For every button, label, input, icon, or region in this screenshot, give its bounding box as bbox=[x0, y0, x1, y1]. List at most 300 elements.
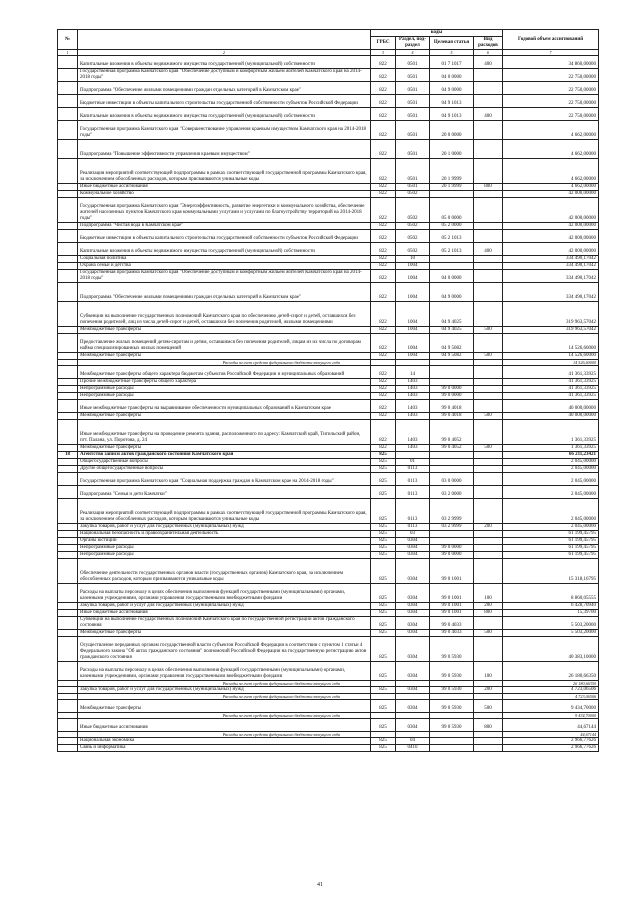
razdel-cell: 1004 bbox=[396, 283, 430, 302]
expense-type-cell bbox=[474, 466, 503, 473]
row-number-cell bbox=[58, 366, 78, 379]
grbs-cell: 822 bbox=[371, 334, 396, 353]
row-number-cell bbox=[58, 386, 78, 393]
grbs-cell: 822 bbox=[371, 256, 396, 263]
row-number-cell bbox=[58, 420, 78, 445]
row-name-cell: Расходы на выплаты персоналу в целях обеспечения выполнения функций государственными (муниципальными) органами, казенными учреждениями, органами управления государственными внебюджетными фондами bbox=[78, 584, 371, 603]
table-row bbox=[58, 531, 599, 538]
razdel-cell: 0502 bbox=[396, 230, 430, 243]
table-row bbox=[58, 379, 599, 386]
col-number: 4 bbox=[396, 50, 430, 56]
amount-cell: 4 662,00000 bbox=[503, 140, 599, 159]
expense-type-cell bbox=[474, 738, 503, 745]
target-article-cell: 99 0 5930 bbox=[430, 662, 474, 681]
expense-type-cell: 100 bbox=[474, 662, 503, 681]
amount-cell: 5 503,20000 bbox=[503, 630, 599, 637]
table-row bbox=[58, 630, 599, 637]
header-name bbox=[78, 30, 371, 50]
grbs-cell: 825 bbox=[371, 617, 396, 630]
row-name-cell: Реализация мероприятий соответствующей подпрограммы в рамках соответствующей государственной программы Камчатского края, за исключением обособленных расходов, которым присваиваются уникальные коды bbox=[78, 499, 371, 524]
target-article-cell: 99 0 0000 bbox=[430, 545, 474, 552]
razdel-cell: 03 bbox=[396, 531, 430, 538]
row-number-cell bbox=[58, 637, 78, 662]
expense-type-cell bbox=[474, 552, 503, 559]
expense-type-cell bbox=[474, 559, 503, 584]
target-article-cell: 03 2 9999 bbox=[430, 524, 474, 531]
row-name-cell: Межбюджетные трансферты bbox=[78, 353, 371, 360]
table-row bbox=[58, 662, 599, 681]
row-name-cell: Расходы за счет средств федерального бюджета текущего года bbox=[78, 681, 371, 687]
grbs-cell: 825 bbox=[371, 559, 396, 584]
row-name-cell: Прочие межбюджетные трансферты общего характера bbox=[78, 379, 371, 386]
grbs-cell: 825 bbox=[371, 603, 396, 610]
grbs-cell: 825 bbox=[371, 538, 396, 545]
table-row bbox=[58, 270, 599, 283]
amount-cell: 34 860,00000 bbox=[503, 56, 599, 69]
expense-type-cell: 400 bbox=[474, 108, 503, 121]
expense-type-cell bbox=[474, 386, 503, 393]
grbs-cell: 822 bbox=[371, 263, 396, 270]
target-article-cell: 99 0 4033 bbox=[430, 617, 474, 630]
table-row bbox=[58, 327, 599, 334]
target-article-cell: 99 0 4052 bbox=[430, 445, 474, 452]
budget-document bbox=[57, 29, 598, 752]
target-article-cell: 99 0 5930 bbox=[430, 637, 474, 662]
razdel-cell: 1403 bbox=[396, 413, 430, 420]
table-row bbox=[58, 393, 599, 400]
table-row bbox=[58, 191, 599, 198]
table-row bbox=[58, 184, 599, 191]
target-article-cell: 05 2 0000 bbox=[430, 223, 474, 230]
row-name-cell: Расходы за счет средств федерального бюджета текущего года bbox=[78, 732, 371, 738]
table-row bbox=[58, 283, 599, 302]
row-name-cell: Межбюджетные трансферты bbox=[78, 445, 371, 452]
grbs-cell: 822 bbox=[371, 159, 396, 184]
grbs-cell: 822 bbox=[371, 108, 396, 121]
amount-cell: 334 490,17042 bbox=[503, 263, 599, 270]
table-row bbox=[58, 584, 599, 603]
table-row bbox=[58, 745, 599, 752]
expense-type-cell: 500 bbox=[474, 630, 503, 637]
table-row bbox=[58, 420, 599, 445]
amount-cell: 319 963,57042 bbox=[503, 302, 599, 327]
row-number-cell bbox=[58, 400, 78, 413]
row-name-cell: Органы юстиции bbox=[78, 538, 371, 545]
grbs-cell: 822 bbox=[371, 379, 396, 386]
amount-cell: 14 526,60000 bbox=[503, 353, 599, 360]
expense-type-cell bbox=[474, 230, 503, 243]
grbs-cell: 822 bbox=[371, 400, 396, 413]
grbs-cell: 822 bbox=[371, 184, 396, 191]
table-row bbox=[58, 334, 599, 353]
grbs-cell: 822 bbox=[371, 140, 396, 159]
razdel-cell: 1004 bbox=[396, 334, 430, 353]
target-article-cell bbox=[430, 745, 474, 752]
target-article-cell: 99 0 0000 bbox=[430, 386, 474, 393]
amount-cell: 1 361,33925 bbox=[503, 420, 599, 445]
amount-cell: 14 526,60000 bbox=[503, 334, 599, 353]
grbs-cell: 822 bbox=[371, 283, 396, 302]
table-row bbox=[58, 486, 599, 499]
header-codes: коды bbox=[371, 30, 503, 37]
table-row bbox=[58, 223, 599, 230]
grbs-cell: 825 bbox=[371, 637, 396, 662]
razdel-cell: 1004 bbox=[396, 353, 430, 360]
amount-cell: 2 045,00000 bbox=[503, 524, 599, 531]
row-name-cell: Межбюджетные трансферты общего характера бюджетам субъектов Российской Федерации и муниципальных образований bbox=[78, 366, 371, 379]
razdel-cell: 1403 bbox=[396, 445, 430, 452]
row-name-cell: Непрограммные расходы bbox=[78, 552, 371, 559]
grbs-cell: 825 bbox=[371, 452, 396, 459]
grbs-cell: 822 bbox=[371, 366, 396, 379]
grbs-cell: 822 bbox=[371, 420, 396, 445]
target-article-cell: 99 0 1001 bbox=[430, 584, 474, 603]
target-article-cell: 20 0 0000 bbox=[430, 121, 474, 140]
row-name-cell: Непрограммные расходы bbox=[78, 386, 371, 393]
amount-cell: 41 361,33925 bbox=[503, 393, 599, 400]
table-row bbox=[58, 687, 599, 694]
grbs-cell: 825 bbox=[371, 584, 396, 603]
row-number-cell bbox=[58, 140, 78, 159]
row-name-cell: Иные бюджетные ассигнования bbox=[78, 610, 371, 617]
row-number-cell bbox=[58, 499, 78, 524]
table-row bbox=[58, 413, 599, 420]
amount-cell: 41 361,33925 bbox=[503, 386, 599, 393]
table-row bbox=[58, 56, 599, 69]
target-article-cell: 99 0 4018 bbox=[430, 413, 474, 420]
amount-cell: 61 199,45795 bbox=[503, 538, 599, 545]
grbs-cell: 825 bbox=[371, 719, 396, 732]
row-number-cell bbox=[58, 191, 78, 198]
expense-type-cell bbox=[474, 302, 503, 327]
row-number-cell bbox=[58, 283, 78, 302]
header-razdel: Раздел, под-раздел bbox=[396, 37, 430, 50]
table-body bbox=[58, 56, 599, 752]
row-number-cell bbox=[58, 302, 78, 327]
grbs-cell: 825 bbox=[371, 486, 396, 499]
row-number-cell bbox=[58, 95, 78, 108]
grbs-cell: 822 bbox=[371, 270, 396, 283]
row-number-cell bbox=[58, 662, 78, 681]
header-amount: Годовой объем ассигнований bbox=[503, 30, 599, 50]
row-number-cell bbox=[58, 459, 78, 466]
razdel-cell: 0304 bbox=[396, 617, 430, 630]
amount-cell: 9 434,70000 bbox=[503, 700, 599, 713]
table-row bbox=[58, 302, 599, 327]
table-row bbox=[58, 719, 599, 732]
grbs-cell: 825 bbox=[371, 552, 396, 559]
amount-cell: 2 966,77626 bbox=[503, 738, 599, 745]
razdel-cell: 0501 bbox=[396, 95, 430, 108]
target-article-cell bbox=[430, 538, 474, 545]
razdel-cell: 0304 bbox=[396, 559, 430, 584]
expense-type-cell bbox=[474, 452, 503, 459]
row-number-cell bbox=[58, 198, 78, 223]
amount-cell: 2 045,00000 bbox=[503, 459, 599, 466]
row-number-cell bbox=[58, 603, 78, 610]
row-name-cell: Капитальные вложения в объекты недвижимого имущества государственной (муниципальной) собственности bbox=[78, 56, 371, 69]
amount-cell: 61 199,45795 bbox=[503, 531, 599, 538]
expense-type-cell bbox=[474, 366, 503, 379]
header-num: № bbox=[58, 30, 78, 50]
col-number: 6 bbox=[474, 50, 503, 56]
table-row bbox=[58, 559, 599, 584]
expense-type-cell bbox=[474, 121, 503, 140]
razdel-cell: 1403 bbox=[396, 386, 430, 393]
amount-cell: 2 045,00000 bbox=[503, 486, 599, 499]
razdel-cell: 0410 bbox=[396, 745, 430, 752]
target-article-cell: 04 9 4025 bbox=[430, 302, 474, 327]
table-row bbox=[58, 230, 599, 243]
grbs-cell: 825 bbox=[371, 545, 396, 552]
expense-type-cell bbox=[474, 459, 503, 466]
row-number-cell bbox=[58, 256, 78, 263]
row-name-cell: Иные межбюджетные трансферты на проведение ремонта здания, расположенного по адресу: Камчатский край, Тигильский район, пгт. Палана, ул. Поротова, д. 24 bbox=[78, 420, 371, 445]
table-row bbox=[58, 366, 599, 379]
table-row bbox=[58, 243, 599, 256]
target-article-cell: 01 7 1017 bbox=[430, 56, 474, 69]
row-number-cell bbox=[58, 745, 78, 752]
row-number-cell bbox=[58, 617, 78, 630]
expense-type-cell bbox=[474, 400, 503, 413]
grbs-cell: 822 bbox=[371, 69, 396, 82]
row-number-cell bbox=[58, 559, 78, 584]
target-article-cell: 99 0 5930 bbox=[430, 687, 474, 694]
target-article-cell bbox=[430, 256, 474, 263]
grbs-cell: 825 bbox=[371, 499, 396, 524]
row-name-cell: Общегосударственные вопросы bbox=[78, 459, 371, 466]
row-number-cell bbox=[58, 334, 78, 353]
expense-type-cell: 200 bbox=[474, 524, 503, 531]
table-row bbox=[58, 400, 599, 413]
table-row bbox=[58, 538, 599, 545]
expense-type-cell bbox=[474, 256, 503, 263]
grbs-cell: 822 bbox=[371, 191, 396, 198]
razdel-cell: 0113 bbox=[396, 499, 430, 524]
row-number-cell bbox=[58, 270, 78, 283]
row-name-cell: Государственная программа Камчатского края "Энергоэффективность, развитие энергетики и коммунального хозяйства, обеспечение жителей населенных пунктов Камчатского края коммунальными услугами и услугами по благоустройству территорий на 2014-2018 годы" bbox=[78, 198, 371, 223]
target-article-cell: 20 1 0000 bbox=[430, 140, 474, 159]
expense-type-cell bbox=[474, 334, 503, 353]
razdel-cell: 0304 bbox=[396, 630, 430, 637]
expense-type-cell bbox=[474, 95, 503, 108]
expense-type-cell bbox=[474, 140, 503, 159]
amount-cell: 61 199,45795 bbox=[503, 552, 599, 559]
razdel-cell: 01 bbox=[396, 459, 430, 466]
expense-type-cell: 500 bbox=[474, 445, 503, 452]
row-name-cell: Подпрограмма "Семья и дети Камчатки" bbox=[78, 486, 371, 499]
razdel-cell: 0502 bbox=[396, 191, 430, 198]
razdel-cell: 10 bbox=[396, 256, 430, 263]
grbs-cell: 825 bbox=[371, 610, 396, 617]
amount-cell: 66 211,23421 bbox=[503, 452, 599, 459]
row-number-cell bbox=[58, 184, 78, 191]
grbs-cell: 822 bbox=[371, 230, 396, 243]
row-number-cell bbox=[58, 445, 78, 452]
table-row bbox=[58, 198, 599, 223]
row-number-cell bbox=[58, 230, 78, 243]
row-number-cell bbox=[58, 473, 78, 486]
grbs-cell: 825 bbox=[371, 745, 396, 752]
row-name-cell: Межбюджетные трансферты bbox=[78, 327, 371, 334]
row-number-cell bbox=[58, 538, 78, 545]
expense-type-cell bbox=[474, 198, 503, 223]
expense-type-cell bbox=[474, 223, 503, 230]
expense-type-cell bbox=[474, 191, 503, 198]
amount-cell: 4 723,06506 bbox=[503, 694, 599, 700]
target-article-cell bbox=[430, 379, 474, 386]
row-name-cell: Охрана семьи и детства bbox=[78, 263, 371, 270]
target-article-cell: 04 9 1013 bbox=[430, 108, 474, 121]
table-row bbox=[58, 545, 599, 552]
row-name-cell: Закупка товаров, работ и услуг для государственных (муниципальных) нужд bbox=[78, 687, 371, 694]
grbs-cell: 822 bbox=[371, 95, 396, 108]
row-name-cell: Бюджетные инвестиции в объекты капитального строительства государственной собственности субъектов Российской Федерации bbox=[78, 230, 371, 243]
row-name-cell: Межбюджетные трансферты bbox=[78, 413, 371, 420]
target-article-cell: 04 9 0000 bbox=[430, 82, 474, 95]
amount-cell: 319 963,57042 bbox=[503, 327, 599, 334]
amount-cell: 22 750,00000 bbox=[503, 95, 599, 108]
row-number-cell bbox=[58, 82, 78, 95]
row-number-cell bbox=[58, 353, 78, 360]
amount-cell: 1 361,33925 bbox=[503, 445, 599, 452]
expense-type-cell bbox=[474, 420, 503, 445]
amount-cell: 2 045,00000 bbox=[503, 473, 599, 486]
razdel-cell: 0113 bbox=[396, 473, 430, 486]
table-row bbox=[58, 610, 599, 617]
expense-type-cell bbox=[474, 82, 503, 95]
table-row bbox=[58, 140, 599, 159]
target-article-cell: 04 9 0000 bbox=[430, 283, 474, 302]
row-name-cell: Национальная экономика bbox=[78, 738, 371, 745]
header-vr: Вид расходов bbox=[474, 37, 503, 50]
grbs-cell: 822 bbox=[371, 413, 396, 420]
row-number-cell bbox=[58, 466, 78, 473]
expense-type-cell: 800 bbox=[474, 610, 503, 617]
row-number-cell bbox=[58, 108, 78, 121]
target-article-cell: 05 0 0000 bbox=[430, 198, 474, 223]
razdel-cell: 0501 bbox=[396, 184, 430, 191]
grbs-cell: 822 bbox=[371, 393, 396, 400]
row-number-cell bbox=[58, 545, 78, 552]
expense-type-cell bbox=[474, 486, 503, 499]
table-row bbox=[58, 466, 599, 473]
page-number: 41 bbox=[317, 882, 323, 888]
row-name-cell: Государственная программа Камчатского края "Обеспечение доступным и комфортным жильем жителей Камчатского края на 2014-2018 годы" bbox=[78, 69, 371, 82]
razdel-cell: 1004 bbox=[396, 327, 430, 334]
grbs-cell: 822 bbox=[371, 56, 396, 69]
expense-type-cell bbox=[474, 473, 503, 486]
table-row bbox=[58, 473, 599, 486]
row-name-cell: Расходы за счет средств федерального бюджета текущего года bbox=[78, 713, 371, 719]
amount-cell: 4 662,00000 bbox=[503, 159, 599, 184]
amount-cell: 15 318,16795 bbox=[503, 559, 599, 584]
col-number: 5 bbox=[430, 50, 474, 56]
row-name-cell: Иные бюджетные ассигнования bbox=[78, 719, 371, 732]
table-row bbox=[58, 499, 599, 524]
table-row bbox=[58, 445, 599, 452]
amount-cell: 26 180,66350 bbox=[503, 662, 599, 681]
grbs-cell: 822 bbox=[371, 302, 396, 327]
grbs-cell: 822 bbox=[371, 198, 396, 223]
row-name-cell: Подпрограмма "Обеспечение жилыми помещениями граждан отдельных категорий в Камчатском крае" bbox=[78, 283, 371, 302]
target-article-cell: 99 0 4052 bbox=[430, 420, 474, 445]
target-article-cell bbox=[430, 531, 474, 538]
razdel-cell: 0501 bbox=[396, 159, 430, 184]
table-row bbox=[58, 452, 599, 459]
row-number-cell bbox=[58, 159, 78, 184]
amount-cell: 22 750,00000 bbox=[503, 69, 599, 82]
amount-cell: 4 723,06506 bbox=[503, 687, 599, 694]
target-article-cell: 99 0 1001 bbox=[430, 610, 474, 617]
expense-type-cell: 200 bbox=[474, 687, 503, 694]
razdel-cell: 14 bbox=[396, 366, 430, 379]
table-row bbox=[58, 82, 599, 95]
grbs-cell: 822 bbox=[371, 243, 396, 256]
target-article-cell: 99 0 1001 bbox=[430, 603, 474, 610]
row-name-cell: Подпрограмма "Обеспечение жилыми помещениями граждан отдельных категорий в Камчатском крае" bbox=[78, 82, 371, 95]
expense-type-cell bbox=[474, 379, 503, 386]
expense-type-cell bbox=[474, 499, 503, 524]
razdel-cell: 0304 bbox=[396, 719, 430, 732]
amount-cell: 5 503,20000 bbox=[503, 617, 599, 630]
razdel-cell: 0501 bbox=[396, 121, 430, 140]
target-article-cell bbox=[430, 191, 474, 198]
expense-type-cell bbox=[474, 637, 503, 662]
row-name-cell: Закупка товаров, работ и услуг для государственных (муниципальных) нужд bbox=[78, 524, 371, 531]
expense-type-cell bbox=[474, 283, 503, 302]
grbs-cell: 825 bbox=[371, 662, 396, 681]
target-article-cell: 04 9 5082 bbox=[430, 334, 474, 353]
row-number-cell bbox=[58, 327, 78, 334]
amount-cell: 22 750,00000 bbox=[503, 108, 599, 121]
grbs-cell: 822 bbox=[371, 327, 396, 334]
row-name-cell: Субвенции на выполнение государственных полномочий Камчатского края по обеспечению детей-сирот и детей, оставшихся без попечения родителей, лиц из числа детей-сирот и детей, оставшихся без попечения родителей, жилыми помещениями bbox=[78, 302, 371, 327]
row-number-cell bbox=[58, 719, 78, 732]
col-number: 1 bbox=[58, 50, 78, 56]
expense-type-cell bbox=[474, 538, 503, 545]
grbs-cell: 822 bbox=[371, 121, 396, 140]
amount-cell: 41 361,33925 bbox=[503, 366, 599, 379]
amount-cell: 6 428,70940 bbox=[503, 603, 599, 610]
grbs-cell: 822 bbox=[371, 386, 396, 393]
target-article-cell: 99 0 1001 bbox=[430, 559, 474, 584]
row-name-cell: Другие общегосударственные вопросы bbox=[78, 466, 371, 473]
row-name-cell: Бюджетные инвестиции в объекты капитального строительства государственной собственности субъектов Российской Федерации bbox=[78, 95, 371, 108]
expense-type-cell bbox=[474, 263, 503, 270]
expense-type-cell bbox=[474, 270, 503, 283]
expense-type-cell: 800 bbox=[474, 184, 503, 191]
target-article-cell: 99 0 0000 bbox=[430, 393, 474, 400]
razdel-cell: 1403 bbox=[396, 393, 430, 400]
razdel-cell: 0501 bbox=[396, 108, 430, 121]
row-name-cell: Иные межбюджетные трансферты на выравнивание обеспеченности муниципальных образований в Камчатском крае bbox=[78, 400, 371, 413]
target-article-cell: 20 1 9999 bbox=[430, 184, 474, 191]
amount-cell: 41 361,33925 bbox=[503, 379, 599, 386]
razdel-cell: 0304 bbox=[396, 637, 430, 662]
amount-cell: 44,67144 bbox=[503, 732, 599, 738]
row-name-cell: Расходы за счет средств федерального бюджета текущего года bbox=[78, 360, 371, 366]
row-number-cell bbox=[58, 121, 78, 140]
expense-type-cell: 500 bbox=[474, 700, 503, 713]
expense-type-cell: 400 bbox=[474, 243, 503, 256]
table-row bbox=[58, 95, 599, 108]
amount-cell: 61 199,45795 bbox=[503, 545, 599, 552]
razdel-cell: 0501 bbox=[396, 140, 430, 159]
target-article-cell bbox=[430, 452, 474, 459]
expense-type-cell bbox=[474, 531, 503, 538]
expense-type-cell: 200 bbox=[474, 603, 503, 610]
